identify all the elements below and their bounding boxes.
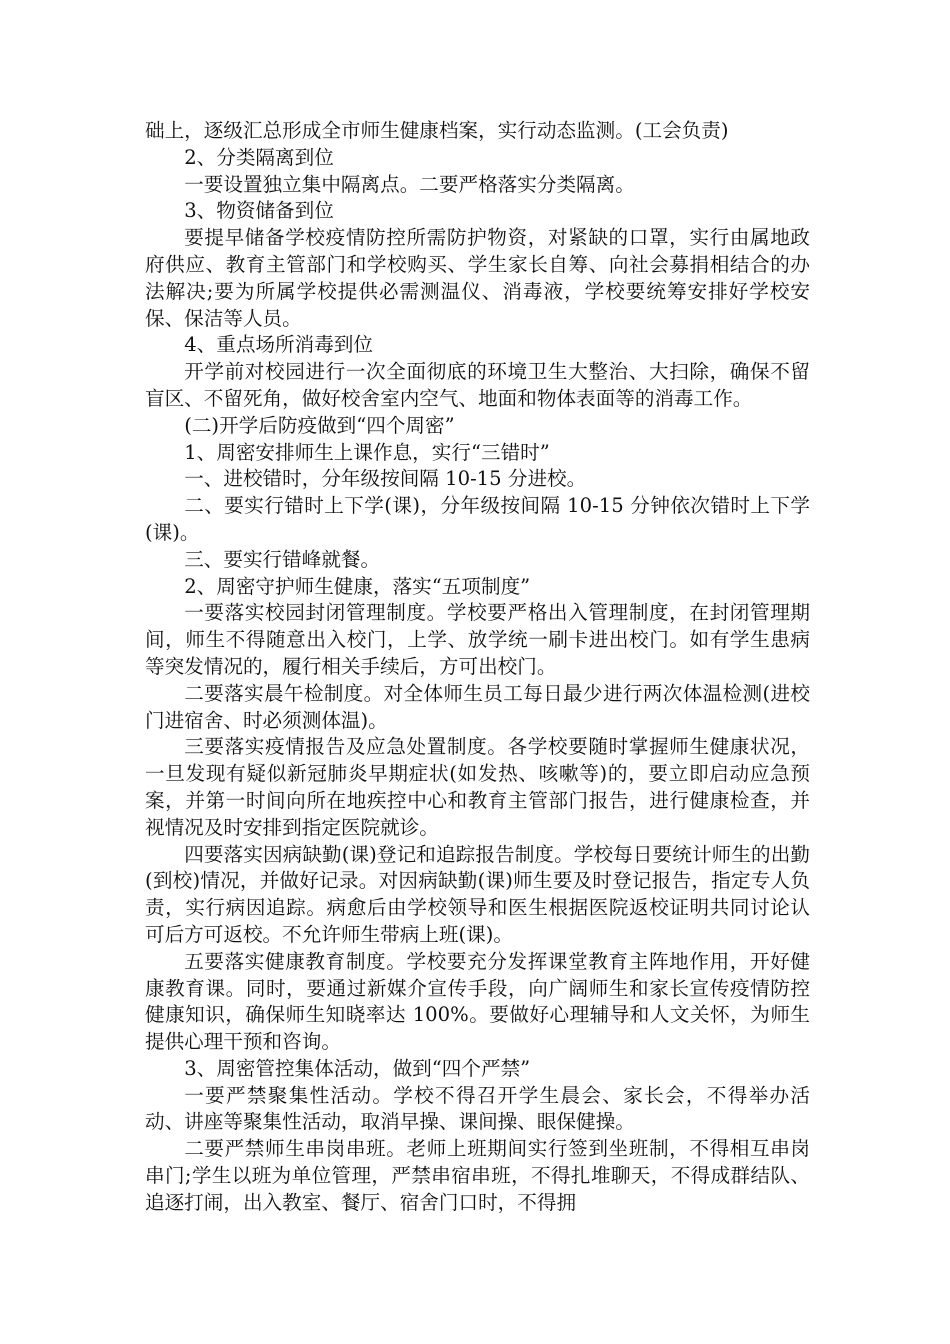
paragraph: 一、进校错时，分年级按间隔 10-15 分进校。: [184, 467, 587, 491]
paragraph: 二要落实晨午检制度。对全体师生员工每日最少进行两次体温检测(进校门进宿舍、时必须测体温)。: [145, 681, 810, 732]
paragraph: 三、要实行错峰就餐。: [184, 547, 381, 571]
section-heading: 2、分类隔离到位: [184, 145, 334, 169]
section-heading: 2、周密守护师生健康，落实“五项制度”: [184, 574, 531, 598]
document-body: [145, 118, 810, 1217]
paragraph: 五要落实健康教育制度。学校要充分发挥课堂教育主阵地作用，开好健康教育课。同时，要通过新媒介宣传手段，向广阔师生和家长宣传疫情防控健康知识，确保师生知晓率达 100%。要做好心理辅导和人文关怀，为师生提供心理干预和咨询。: [145, 949, 810, 1054]
paragraph: 要提早储备学校疫情防控所需防护物资，对紧缺的口罩，实行由属地政府供应、教育主管部门和学校购买、学生家长自筹、向社会募捐相结合的办法解决;要为所属学校提供必需测温仪、消毒液，学校要统筹安排好学校安保、保洁等人员。: [145, 226, 810, 330]
paragraph: 开学前对校园进行一次全面彻底的环境卫生大整治、大扫除，确保不留盲区、不留死角，做好校舍室内空气、地面和物体表面等的消毒工作。: [145, 360, 810, 410]
paragraph: 一要设置独立集中隔离点。二要严格落实分类隔离。: [184, 172, 635, 196]
paragraph: 础上，逐级汇总形成全市师生健康档案，实行动态监测。(工会负责): [145, 119, 729, 142]
section-heading: 3、物资储备到位: [184, 199, 334, 223]
section-heading: (二)开学后防疫做到“四个周密”: [184, 413, 455, 437]
paragraph: 二要严禁师生串岗串班。老师上班期间实行签到坐班制，不得相互串岗串门;学生以班为单位管理，严禁串宿串班，不得扎堆聊天，不得成群结队、追逐打闹，出入教室、餐厅、宿舍门口时，不得拥: [145, 1137, 810, 1214]
paragraph: 二、要实行错时上下学(课)，分年级按间隔 10-15 分钟依次错时上下学(课)。: [145, 494, 810, 544]
paragraph: 一要严禁聚集性活动。学校不得召开学生晨会、家长会，不得举办活动、讲座等聚集性活动，取消早操、课间操、眼保健操。: [145, 1083, 810, 1134]
section-heading: 3、周密管控集体活动，做到“四个严禁”: [184, 1056, 531, 1080]
paragraph: 四要落实因病缺勤(课)登记和追踪报告制度。学校每日要统计师生的出勤(到校)情况，并做好记录。对因病缺勤(课)师生要及时登记报告，指定专人负责，实行病因追踪。病愈后由学校领导和医生根据医院返校证明共同讨论认可后方可返校。不允许师生带病上班(课)。: [145, 842, 810, 946]
paragraph: 三要落实疫情报告及应急处置制度。各学校要随时掌握师生健康状况，一旦发现有疑似新冠肺炎早期症状(如发热、咳嗽等)的，要立即启动应急预案，并第一时间向所在地疾控中心和教育主管部门报告，进行健康检查，并视情况及时安排到指定医院就诊。: [145, 735, 810, 839]
section-heading: 1、周密安排师生上课作息，实行“三错时”: [184, 440, 550, 464]
section-heading: 4、重点场所消毒到位: [184, 333, 373, 357]
paragraph: 一要落实校园封闭管理制度。学校要严格出入管理制度，在封闭管理期间，师生不得随意出入校门，上学、放学统一刷卡进出校门。如有学生患病等突发情况的，履行相关手续后，方可出校门。: [145, 601, 810, 678]
